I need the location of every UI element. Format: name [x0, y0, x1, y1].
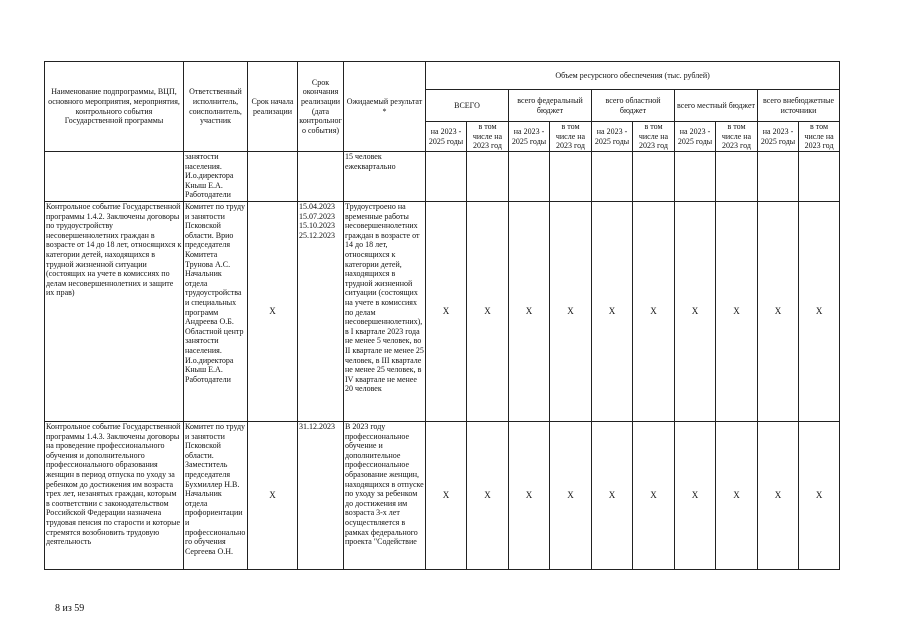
group-header: всего местный бюджет: [675, 90, 758, 122]
cell-mark: [633, 152, 675, 202]
header-responsible: Ответственный исполнитель, соисполнитель, участник: [184, 62, 248, 152]
cell-name: Контрольное событие Государственной программы 1.4.2. Заключены договоры по трудоустройству несовершеннолетних граждан в возрасте от 14 до 18 лет, относящихся к категории детей, находящихся в трудной жизненной ситуации (состоящих на учете в комиссиях по делам несовершеннолетних и защите их прав): [45, 202, 184, 422]
sub-header-total: на 2023 - 2025 годы: [509, 122, 550, 152]
cell-responsible: занятости населения. И.о.директора Кныш Е.А. Работодатели: [184, 152, 248, 202]
cell-start: X: [248, 422, 298, 570]
cell-mark: [509, 152, 550, 202]
cell-mark: X: [675, 422, 716, 570]
group-header: всего федеральный бюджет: [509, 90, 592, 122]
cell-mark: X: [426, 202, 467, 422]
cell-mark: X: [633, 422, 675, 570]
cell-mark: X: [758, 202, 799, 422]
cell-result: В 2023 году профессиональное обучение и дополнительное профессиональное образование женщин, находящихся в отпуске по уходу за ребенком до достижения им возраста 3-х лет осуществляется в рамках федерального проекта "Содействие: [344, 422, 426, 570]
sub-header-total: на 2023 - 2025 годы: [758, 122, 799, 152]
header-end: Срок окончания реализации (дата контрольного события): [298, 62, 344, 152]
sub-header-total: на 2023 - 2025 годы: [426, 122, 467, 152]
sub-header-year: в том числе на 2023 год: [633, 122, 675, 152]
cell-mark: [467, 152, 509, 202]
group-header: ВСЕГО: [426, 90, 509, 122]
cell-mark: X: [550, 202, 592, 422]
table-row: [45, 422, 840, 570]
cell-responsible: Комитет по труду и занятости Псковской области. Врио председателя Комитета Трунова А.С. Начальник отдела трудоустройства и специальных программ Андреева О.Б. Областной центр занятости населения. И.о.директора Кныш Е.А. Работодатели: [184, 202, 248, 422]
cell-end: 31.12.2023: [298, 422, 344, 570]
header-name: Наименование подпрограммы, ВЦП, основного мероприятия, мероприятия, контрольного события Государственной программы: [45, 62, 184, 152]
sub-header-year: в том числе на 2023 год: [799, 122, 840, 152]
header-resources: Объем ресурсного обеспечения (тыс. рублей): [426, 62, 840, 90]
cell-name: [45, 152, 184, 202]
cell-mark: X: [799, 422, 840, 570]
sub-header-total: на 2023 - 2025 годы: [592, 122, 633, 152]
cell-mark: [716, 152, 758, 202]
cell-mark: [799, 152, 840, 202]
cell-mark: X: [467, 422, 509, 570]
cell-end: 15.04.2023 15.07.2023 15.10.2023 25.12.2023: [298, 202, 344, 422]
cell-mark: X: [675, 202, 716, 422]
cell-start: X: [248, 202, 298, 422]
cell-mark: X: [509, 422, 550, 570]
sub-header-year: в том числе на 2023 год: [716, 122, 758, 152]
cell-mark: [675, 152, 716, 202]
cell-mark: X: [758, 422, 799, 570]
cell-mark: X: [592, 422, 633, 570]
sub-header-year: в том числе на 2023 год: [467, 122, 509, 152]
cell-mark: [592, 152, 633, 202]
group-header: всего областной бюджет: [592, 90, 675, 122]
cell-mark: X: [716, 202, 758, 422]
cell-mark: X: [509, 202, 550, 422]
cell-mark: [426, 152, 467, 202]
cell-name: Контрольное событие Государственной программы 1.4.3. Заключены договоры на проведение профессионального обучения и дополнительного профессионального образования женщин в период отпуска по уходу за ребенком до достижения им возраста трех лет, незанятых граждан, которым в соответствии с законодательством Российской Федерации назначена трудовая пенсия по старости и которые стремятся возобновить трудовую деятельность: [45, 422, 184, 570]
table-row: [45, 202, 840, 422]
cell-mark: [550, 152, 592, 202]
cell-result: 15 человек ежеквартально: [344, 152, 426, 202]
sub-header-total: на 2023 - 2025 годы: [675, 122, 716, 152]
cell-mark: X: [716, 422, 758, 570]
header-result: Ожидаемый результат *: [344, 62, 426, 152]
cell-mark: X: [426, 422, 467, 570]
resource-table: [44, 61, 840, 570]
cell-responsible: Комитет по труду и занятости Псковской области. Заместитель председателя Бухмиллер Н.В. Начальник отдела профориентации и профессионального обучения Сергеева О.Н.: [184, 422, 248, 570]
cell-mark: [758, 152, 799, 202]
sub-header-year: в том числе на 2023 год: [550, 122, 592, 152]
header-start: Срок начала реализации: [248, 62, 298, 152]
cell-result: Трудоустроено на временные работы несовершеннолетних граждан в возрасте от 14 до 18 лет, относящихся к категории детей, находящихся в трудной жизненной ситуации (состоящих на учете в комиссиях по делам несовершеннолетних), в I квартале 2023 года не менее 5 человек, во II квартале не менее 25 человек, в III квартале не менее 25 человек, в IV квартале не менее 20 человек: [344, 202, 426, 422]
cell-start: [248, 152, 298, 202]
cell-end: [298, 152, 344, 202]
cell-mark: X: [799, 202, 840, 422]
cell-mark: X: [633, 202, 675, 422]
cell-mark: X: [592, 202, 633, 422]
cell-mark: X: [550, 422, 592, 570]
group-header: всего внебюджетные источники: [758, 90, 840, 122]
cell-mark: X: [467, 202, 509, 422]
table-row: [45, 152, 840, 202]
page-number: 8 из 59: [55, 603, 85, 614]
